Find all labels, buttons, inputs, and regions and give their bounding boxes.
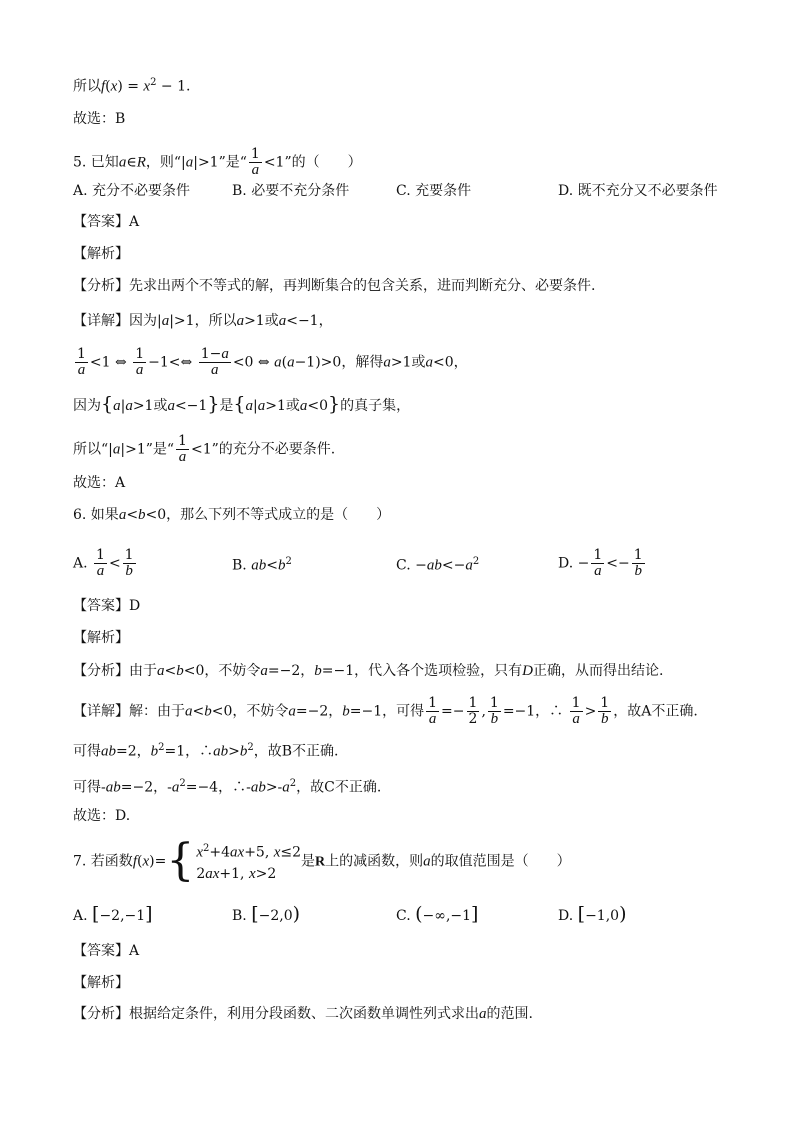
q7-stem: 7. 若函数f(x)= { $x^2+4ax+5$, x≤2 2ax+1, x>2 是R上的减函数，则a的取值范围是（ ）	[73, 835, 571, 887]
q6-stem: 6. 如果a<b<0，那么下列不等式成立的是（ ）	[73, 507, 391, 523]
q7-option-b: B. [−2,0)	[232, 903, 301, 925]
q6-detail-1: 【详解】解：由于a<b<0，不妨令a=−2，b=−1，可得 $\frac{1}{a}$ =− $\frac{1}{2}$ , $\frac{1}{b}$ =−1，∴ $\frac{1}{a}$ > $\frac{1}{b}$ ，故A不正确.	[73, 695, 698, 727]
q5-jiexi: 【解析】	[73, 246, 129, 262]
q6-jiexi: 【解析】	[73, 630, 129, 646]
q5-option-b: B. 必要不充分条件	[232, 183, 350, 199]
q5-detail-2: $\frac{1}{a}$ <1 ⇔ $\frac{1}{a}$ −1<⇔ $\frac{1-a}{a}$ <0 ⇔ a(a−1)>0，解得a>1或a<0，	[77, 346, 468, 378]
q6-option-d: D. − $\frac{1}{a}$ <− $\frac{1}{b}$	[558, 547, 643, 579]
q6-detail-2: 可得ab=2，$b^2=1$，$\therefore ab>b^2$，故B不正确.	[73, 742, 339, 760]
q5-option-c: C. 充要条件	[396, 183, 472, 199]
q5-option-d: D. 既不充分又不必要条件	[558, 183, 718, 199]
q6-detail-3: 可得-ab=−2，$-a^2=-4$，$\therefore-ab>-a^2$，故C不正确.	[73, 778, 382, 796]
q5-detail-3: 因为{a|a>1或a<−1}是{a|a>1或a<0}的真子集，	[73, 393, 411, 415]
q7-jiexi: 【解析】	[73, 975, 129, 991]
q7-fenxi: 【分析】根据给定条件，利用分段函数、二次函数单调性列式求出a的范围.	[73, 1006, 533, 1022]
q5-detail-4: 所以“|a|>1”是“ $\frac{1}{a}$ <1”的充分不必要条件.	[73, 433, 336, 465]
q5-answer: 【答案】A	[73, 214, 140, 230]
q5-stem: 5. 已知a∈R，则“|a|>1”是“ $\frac{1}{a}$ <1”的（ ）	[73, 146, 362, 178]
q5-detail-1: 【详解】因为|a|>1，所以a>1或a<−1，	[73, 313, 333, 329]
q6-answer: 【答案】D	[73, 598, 141, 614]
q7-option-d: D. [−1,0)	[558, 903, 627, 925]
q6-option-a: A. $\frac{1}{a}$ < $\frac{1}{b}$	[73, 547, 134, 579]
q6-choose: 故选：D.	[73, 808, 131, 824]
q6-fenxi: 【分析】由于a<b<0，不妨令a=−2，b=−1，代入各个选项检验，只有D正确，从而得出结论.	[73, 663, 664, 679]
q5-option-a: A. 充分不必要条件	[73, 183, 191, 199]
q6-option-b: B. $ab<b^2$	[232, 556, 292, 574]
p2: 故选：B	[73, 111, 126, 127]
q7-option-c: C. (−∞,−1]	[396, 903, 479, 925]
q5-fenxi: 【分析】先求出两个不等式的解，再判断集合的包含关系，进而判断充分、必要条件.	[73, 278, 596, 294]
q6-option-c: C. $-ab<-a^2$	[396, 556, 480, 574]
q5-choose: 故选：A	[73, 475, 126, 491]
q7-answer: 【答案】A	[73, 943, 140, 959]
p1: 所以$f(x) = x^2 - 1$.	[73, 77, 191, 95]
q7-option-a: A. [−2,−1]	[73, 903, 153, 925]
